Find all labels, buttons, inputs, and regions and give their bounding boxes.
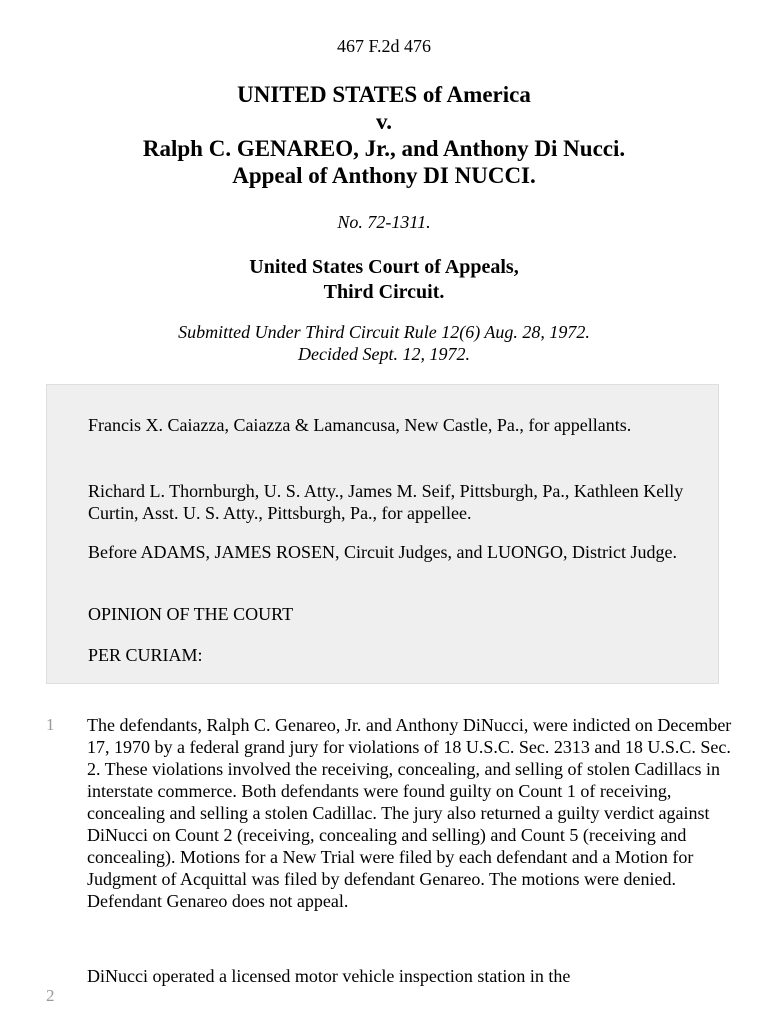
counsel-appellants: Francis X. Caiazza, Caiazza & Lamancusa, New Castle, Pa., for appellants.: [88, 415, 632, 435]
paragraph-text: The defendants, Ralph C. Genareo, Jr. and Anthony DiNucci, were indicted on December 17, 1970 by a federal grand jury for violations of 18 U.S.C. Sec. 2313 and 18 U.S.C. Sec. 2. These violations involved the receiving, concealing, and selling of stolen Cadillacs in interstate commerce. Both defendants were found guilty on Count 1 of receiving, concealing and selling a stolen Cadillac. The jury also returned a guilty verdict against DiNucci on Count 2 (receiving, concealing and selling) and Count 5 (receiving and concealing). Motions for a New Trial were filed by each defendant and a Motion for Judgment of Acquittal was filed by defendant Genareo. The motions were denied. Defendant Genareo does not appeal.: [87, 715, 732, 911]
counsel-appellee: Richard L. Thornburgh, U. S. Atty., James M. Seif, Pittsburgh, Pa., Kathleen Kelly Curtin, Asst. U. S. Atty., Pittsburgh, Pa., for appellee.: [88, 481, 684, 523]
caption-line-plaintiff: UNITED STATES of America: [237, 82, 531, 107]
submitted-date: Submitted Under Third Circuit Rule 12(6) Aug. 28, 1972.: [178, 322, 590, 342]
judges-panel: Before ADAMS, JAMES ROSEN, Circuit Judges, and LUONGO, District Judge.: [88, 542, 677, 562]
case-citation: 467 F.2d 476: [336, 36, 432, 56]
docket-number: No. 72-1311.: [337, 212, 431, 232]
paragraph-text: DiNucci operated a licensed motor vehicle inspection station in the: [87, 966, 571, 986]
counsel-panel: [46, 384, 719, 684]
court-line-2: Third Circuit.: [323, 281, 445, 303]
opinion-heading: OPINION OF THE COURT: [88, 604, 294, 624]
caption-line-defendants: Ralph C. GENAREO, Jr., and Anthony Di Nucci.: [142, 136, 626, 161]
paragraph-number: 1: [46, 715, 55, 734]
court-line-1: United States Court of Appeals,: [249, 256, 519, 278]
per-curiam: PER CURIAM:: [88, 645, 203, 665]
decided-date: Decided Sept. 12, 1972.: [298, 344, 470, 364]
case-caption: [0, 81, 768, 189]
paragraph-number: 2: [46, 986, 55, 1005]
court-name: [0, 255, 768, 305]
case-dates: [0, 321, 768, 365]
caption-line-appeal: Appeal of Anthony DI NUCCI.: [232, 163, 536, 188]
caption-line-versus: v.: [376, 109, 392, 134]
